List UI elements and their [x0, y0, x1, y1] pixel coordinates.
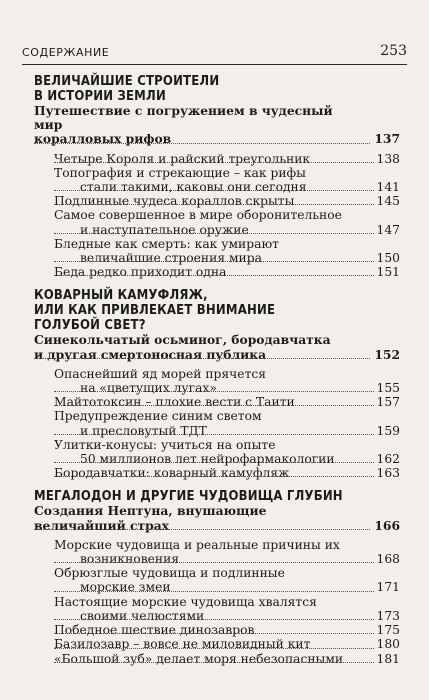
toc-entry	[54, 538, 400, 566]
dot-leader	[54, 404, 400, 406]
dot-leader	[54, 561, 400, 563]
entry-line: и пресловутый ТДТ	[80, 424, 366, 438]
entry-line: 50 миллионов лет нейрофармакологии	[80, 452, 366, 466]
entry-page-number: 175	[374, 623, 400, 637]
entry-page-number: 180	[374, 637, 400, 651]
page-number: 253	[380, 43, 407, 59]
running-header	[22, 43, 407, 64]
dot-leader	[34, 142, 400, 144]
entry-line: Майтотоксин – плохие вести с Таити	[54, 395, 366, 409]
entry-line: Подлинные чудеса кораллов скрыты	[54, 194, 366, 208]
toc-entry	[54, 194, 400, 208]
entry-line: Бородавчатки: коварный камуфляж	[54, 466, 366, 480]
entry-page-number: 137	[371, 132, 400, 146]
dot-leader	[54, 461, 400, 463]
toc-entry	[54, 152, 400, 166]
entry-line: Предупреждение синим светом	[54, 409, 366, 423]
entry-line: Четыре Короля и райский треугольник	[54, 152, 366, 166]
entry-text	[54, 466, 400, 480]
entry-line: Создания Нептуна, внушающие	[34, 504, 366, 518]
entry-page-number: 181	[374, 652, 400, 666]
entry-line: Путешествие с погружением в чудесный мир	[34, 104, 366, 132]
entry-page-number: 163	[374, 466, 400, 480]
dot-leader	[54, 618, 400, 620]
part-title: В ИСТОРИИ ЗЕМЛИ	[34, 89, 166, 104]
entry-line: величайший страх	[34, 519, 366, 533]
entry-line: Победное шествие динозавров	[54, 623, 366, 637]
entry-line: морские змеи	[80, 580, 366, 594]
dot-leader	[54, 189, 400, 191]
entry-text	[34, 104, 400, 147]
part-title: ГОЛУБОЙ СВЕТ?	[34, 318, 146, 334]
part-title: МЕГАЛОДОН И ДРУГИЕ ЧУДОВИЩА ГЛУБИН	[34, 489, 343, 505]
part-title: ВЕЛИЧАЙШИЕ СТРОИТЕЛИ	[34, 74, 220, 89]
toc-entry	[54, 208, 400, 236]
entry-text	[54, 152, 400, 166]
dot-leader	[54, 661, 400, 663]
part-title: ИЛИ КАК ПРИВЛЕКАЕТ ВНИМАНИЕ	[34, 303, 276, 319]
toc-entry	[54, 652, 400, 666]
chapter-entry	[34, 104, 400, 147]
entry-page-number: 166	[371, 519, 400, 533]
toc-entry	[54, 438, 400, 466]
entry-line: Морские чудовища и реальные причины их	[54, 538, 366, 552]
dot-leader	[54, 390, 400, 392]
toc-entry	[54, 409, 400, 437]
entry-text	[54, 623, 400, 637]
entry-line: Беда редко приходит одна	[54, 265, 366, 279]
entry-line: Базилозавр – вовсе не миловидный кит	[54, 637, 366, 651]
entry-line: Настоящие морские чудовища хвалятся	[54, 595, 366, 609]
entry-line: и другая смертоносная публика	[34, 348, 366, 362]
dot-leader	[54, 161, 400, 163]
entry-line: Улитки-конусы: учиться на опыте	[54, 438, 366, 452]
dot-leader	[54, 232, 400, 234]
entry-line: стали такими, каковы они сегодня	[80, 180, 366, 194]
toc-entry	[54, 237, 400, 265]
dot-leader	[34, 357, 400, 359]
toc-entry	[54, 595, 400, 623]
entry-page-number: 138	[374, 152, 400, 166]
toc-entry	[54, 166, 400, 194]
header-title: СОДЕРЖАНИЕ	[22, 46, 110, 59]
entry-page-number: 171	[374, 580, 400, 594]
entry-text	[54, 265, 400, 279]
entry-text	[54, 637, 400, 651]
entry-page-number: 152	[371, 348, 400, 362]
entry-text	[54, 395, 400, 409]
entry-line: Опаснейший яд морей прячется	[54, 367, 366, 381]
entry-page-number: 141	[374, 180, 400, 194]
entry-line: Топография и стрекающие – как рифы	[54, 166, 366, 180]
entry-page-number: 155	[374, 381, 400, 395]
dot-leader	[54, 203, 400, 205]
entry-line: на «цветущих лугах»	[80, 381, 366, 395]
entry-line: Самое совершенное в мире оборонительное	[54, 208, 366, 222]
table-of-contents	[34, 74, 400, 666]
chapter-entry	[34, 333, 400, 361]
entry-line: Обрюзглые чудовища и подлинные	[54, 566, 366, 580]
dot-leader	[54, 260, 400, 262]
entry-line: Бледные как смерть: как умирают	[54, 237, 366, 251]
entry-page-number: 159	[374, 424, 400, 438]
entry-line: «Большой зуб» делает моря небезопасными	[54, 652, 366, 666]
entry-page-number: 147	[374, 223, 400, 237]
entry-page-number: 157	[374, 395, 400, 409]
entry-page-number: 145	[374, 194, 400, 208]
toc-entry	[54, 265, 400, 279]
dot-leader	[54, 632, 400, 634]
entry-text	[54, 652, 400, 666]
toc-entry	[54, 637, 400, 651]
entry-page-number: 168	[374, 552, 400, 566]
dot-leader	[54, 433, 400, 435]
dot-leader	[54, 475, 400, 477]
entry-line: величайшие строения мира	[80, 251, 366, 265]
header-rule	[22, 64, 407, 65]
entry-page-number: 173	[374, 609, 400, 623]
toc-entry	[54, 395, 400, 409]
entry-line: Синекольчатый осьминог, бородавчатка	[34, 333, 366, 347]
toc-entry	[54, 367, 400, 395]
toc-entry	[54, 566, 400, 594]
dot-leader	[54, 590, 400, 592]
entry-page-number: 162	[374, 452, 400, 466]
toc-entry	[54, 466, 400, 480]
entry-line: возникновения	[80, 552, 366, 566]
entry-page-number: 151	[374, 265, 400, 279]
dot-leader	[34, 528, 400, 530]
toc-entry	[54, 623, 400, 637]
entry-line: коралловых рифов	[34, 132, 366, 146]
dot-leader	[54, 274, 400, 276]
entry-line: и наступательное оружие	[80, 223, 366, 237]
entry-text	[54, 194, 400, 208]
entry-line: своими челюстями	[80, 609, 366, 623]
part-title: КОВАРНЫЙ КАМУФЛЯЖ,	[34, 288, 208, 304]
chapter-entry	[34, 504, 400, 532]
entry-page-number: 150	[374, 251, 400, 265]
section-gap	[34, 480, 400, 489]
dot-leader	[54, 647, 400, 649]
